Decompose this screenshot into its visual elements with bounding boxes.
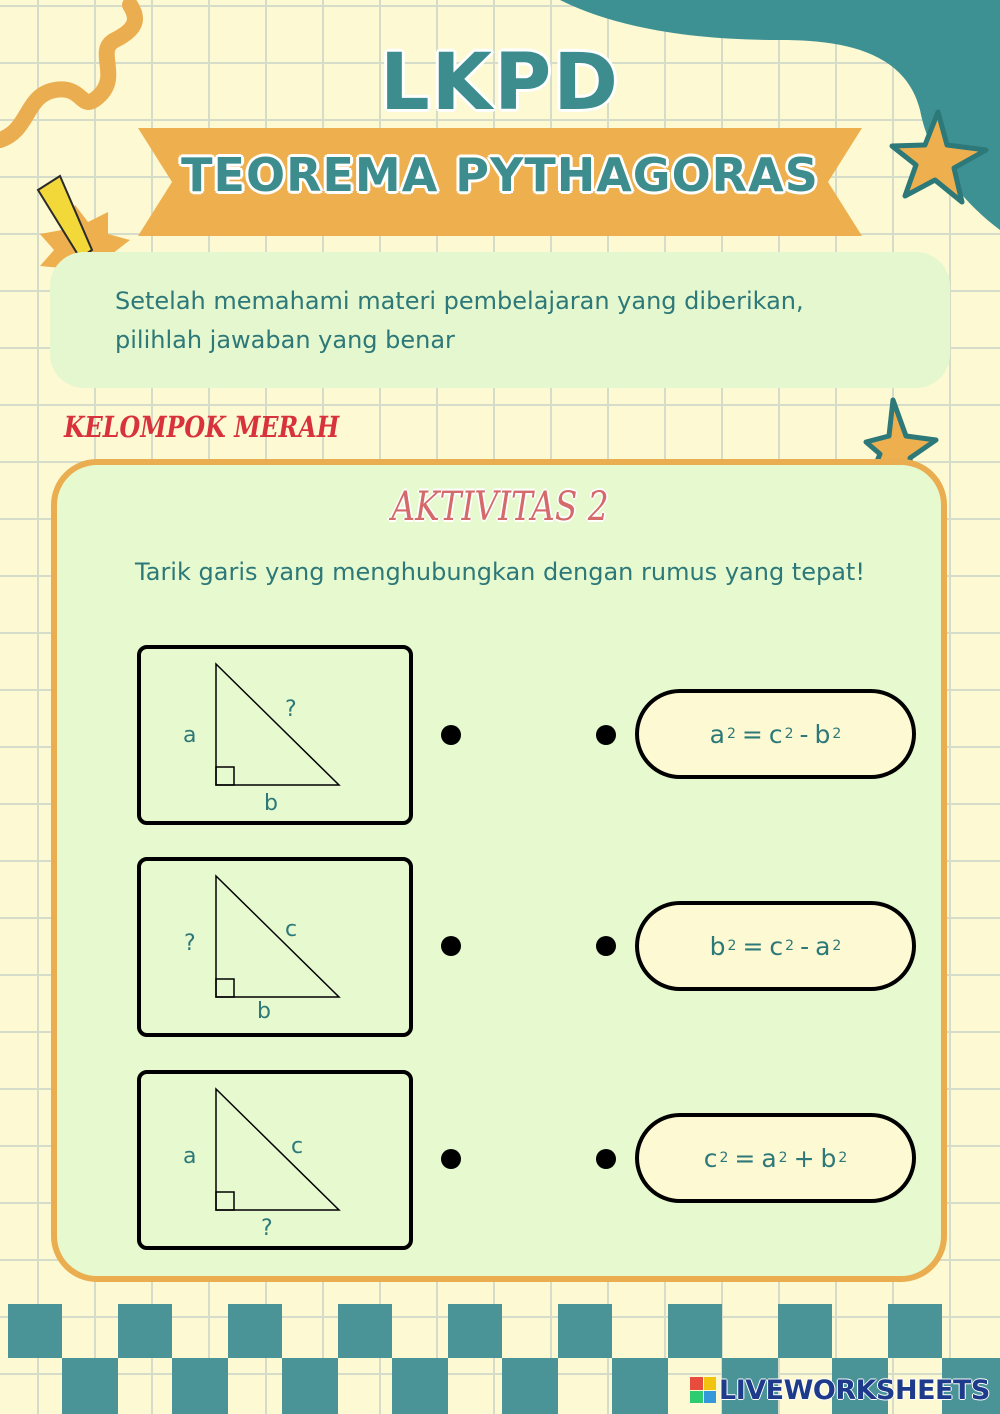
formula-lhs: a: [709, 719, 725, 749]
exponent: 2: [838, 1150, 848, 1166]
page-subtitle: TEOREMA PYTHAGORAS: [181, 148, 819, 202]
formula-term-1: c: [769, 931, 784, 961]
exponent: 2: [719, 1150, 729, 1166]
hypotenuse-label: ?: [285, 697, 297, 722]
group-label: KELOMPOK MERAH: [64, 410, 340, 444]
formula-lhs: c: [703, 1143, 718, 1173]
formula-term-1: c: [768, 719, 783, 749]
triangle-diagram: [141, 861, 409, 1033]
vertical-side-label: ?: [184, 931, 196, 956]
formula-term-2: b: [820, 1143, 837, 1173]
formula-operator: -: [799, 719, 809, 749]
formula-term-2: a: [815, 931, 831, 961]
connector-dot-left-1[interactable]: [441, 725, 461, 745]
triangle-card-1: [137, 645, 413, 825]
formula-pill-3: [635, 1113, 916, 1203]
exponent: 2: [727, 938, 737, 954]
base-side-label: ?: [261, 1216, 273, 1241]
formula-term-2: b: [814, 719, 831, 749]
instruction-line-1: Setelah memahami materi pembelajaran yang diberikan,: [115, 287, 804, 315]
formula-equals: =: [734, 1143, 756, 1173]
page-title: LKPD: [379, 38, 621, 128]
connector-dot-right-3[interactable]: [596, 1149, 616, 1169]
connector-dot-right-1[interactable]: [596, 725, 616, 745]
formula-operator: +: [793, 1143, 815, 1173]
formula-term-1: a: [761, 1143, 777, 1173]
exponent: 2: [832, 938, 842, 954]
formula-equals: =: [742, 931, 764, 961]
hypotenuse-label: c: [285, 917, 298, 942]
activity-title: AKTIVITAS 2: [391, 484, 609, 530]
vertical-side-label: a: [183, 1144, 197, 1169]
connector-dot-right-2[interactable]: [596, 936, 616, 956]
instruction-line-2: pilihlah jawaban yang benar: [115, 326, 455, 354]
vertical-side-label: a: [183, 723, 197, 748]
connector-dot-left-3[interactable]: [441, 1149, 461, 1169]
triangle-diagram: [141, 1074, 409, 1246]
exponent: 2: [785, 938, 795, 954]
formula-equals: =: [741, 719, 763, 749]
triangle-card-2: [137, 857, 413, 1037]
exponent: 2: [784, 726, 794, 742]
brand-text: LIVEWORKSHEETS: [719, 1374, 990, 1406]
exponent: 2: [726, 726, 736, 742]
exponent: 2: [832, 726, 842, 742]
activity-instruction: Tarik garis yang menghubungkan dengan rumus yang tepat!: [135, 558, 865, 586]
hypotenuse-label: c: [291, 1134, 304, 1159]
base-side-label: b: [264, 791, 278, 816]
triangle-card-3: [137, 1070, 413, 1250]
brand-watermark: [690, 1374, 990, 1406]
liveworksheets-logo-icon: [690, 1377, 716, 1403]
formula-pill-2: [635, 901, 916, 991]
base-side-label: b: [257, 999, 271, 1024]
formula-lhs: b: [709, 931, 726, 961]
exponent: 2: [778, 1150, 788, 1166]
formula-pill-1: [635, 689, 916, 779]
formula-operator: -: [800, 931, 810, 961]
connector-dot-left-2[interactable]: [441, 936, 461, 956]
instruction-text: [115, 282, 915, 360]
